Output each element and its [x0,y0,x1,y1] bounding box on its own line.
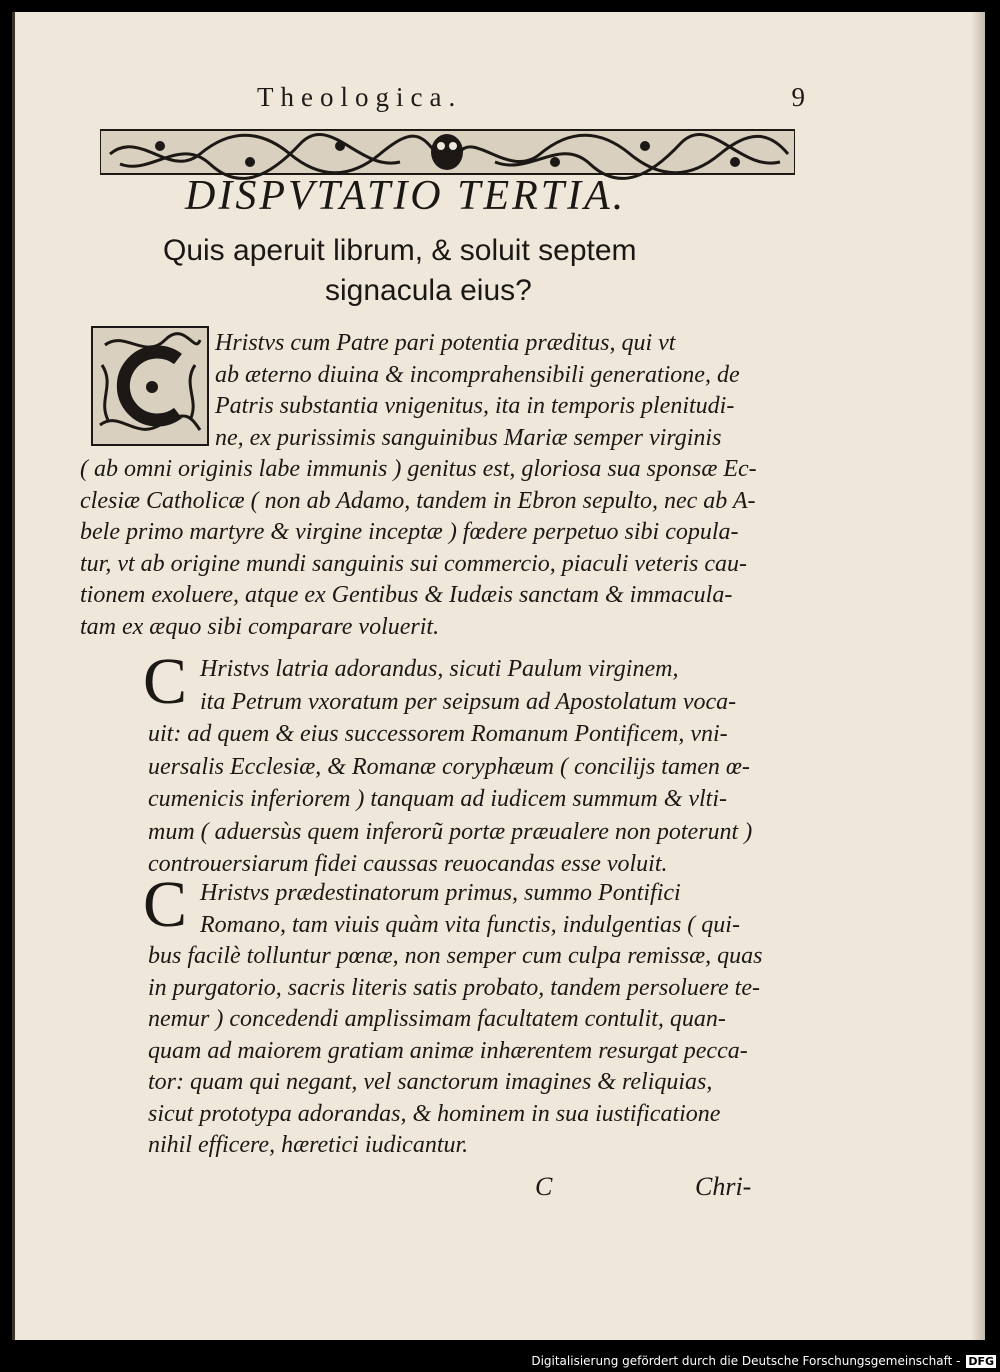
initial-c-paragraph-2: C [143,645,188,718]
text-line: ab æterno diuina & incomprahensibili generatione, de [215,361,740,388]
text-line: tionem exoluere, atque ex Gentibus & Iudæis sanctam & immacula- [80,582,733,608]
text-line: ( ab omni originis labe immunis ) genitus est, gloriosa sua sponsæ Ec- [80,456,757,482]
text-line: tam ex æquo sibi comparare voluerit. [80,613,440,640]
text-line: tur, vt ab origine mundi sanguinis sui commercio, piaculi veteris cau- [80,550,748,577]
page-edge-shadow [971,12,985,1340]
text-line: mum ( aduersùs quem inferorũ portæ præualere non poterunt ) [148,818,753,845]
book-page [12,12,985,1340]
signature-mark: C [535,1172,553,1201]
text-line: uit: ad quem & eius successorem Romanum Pontificem, vni- [148,721,728,747]
text-line: quam ad maiorem gratiam animæ inhærentem resurgat pecca- [148,1037,748,1064]
text-line: Hristvs latria adorandus, sicuti Paulum virginem, [200,656,679,682]
running-head [245,80,805,120]
disputation-title: DISPVTATIO TERTIA. [185,173,627,219]
page-number: 9 [791,82,805,112]
text-line: controuersiarum fidei caussas reuocandas esse voluit. [148,851,668,877]
text-line: Patris substantia vnigenitus, ita in temporis plenitudi- [215,393,735,419]
dfg-logo: DFG [968,1355,994,1368]
text-line: sicut prototypa adorandas, & hominem in sua iustificatione [148,1100,721,1127]
digitization-credit [531,1354,996,1368]
text-line: uersalis Ecclesiæ, & Romanæ coryphæum ( concilijs tamen œ- [148,753,750,780]
text-line: nihil efficere, hæretici iudicantur. [148,1132,469,1158]
text-line: tor: quam qui negant, vel sanctorum imagines & reliquias, [148,1069,713,1095]
text-line: Hristvs cum Patre pari potentia præditus, qui vt [215,330,676,356]
decorated-initial-c [90,325,210,447]
text-line: in purgatorio, sacris literis satis probato, tandem persoluere te- [148,974,760,1001]
subtitle-line-1: Quis aperuit librum, & soluit septem [163,234,637,267]
credit-text: Digitalisierung gefördert durch die Deutsche Forschungsgemeinschaft - [531,1354,961,1368]
text-line: Romano, tam viuis quàm vita functis, indulgentias ( qui- [200,911,740,938]
text-line: bus facilè tolluntur pœnæ, non semper cum culpa remissæ, quas [148,943,763,969]
initial-c-paragraph-3: C [143,868,188,941]
text-line: cumenicis inferiorem ) tanquam ad iudicem summum & vlti- [148,786,728,812]
text-line: ita Petrum vxoratum per seipsum ad Apostolatum voca- [200,688,737,715]
catchword: Chri- [695,1172,752,1201]
text-line: nemur ) concedendi amplissimam facultatem contulit, quan- [148,1006,726,1032]
subtitle-line-2: signacula eius? [325,274,532,307]
running-title: Theologica. [257,82,463,112]
text-line: bele primo martyre & virgine inceptæ ) fœdere perpetuo sibi copula- [80,519,739,545]
text-line: clesiæ Catholicæ ( non ab Adamo, tandem in Ebron sepulto, nec ab A- [80,487,756,514]
text-line: ne, ex purissimis sanguinibus Mariæ semper virginis [215,424,722,451]
text-line: Hristvs prædestinatorum primus, summo Pontifici [200,880,681,906]
